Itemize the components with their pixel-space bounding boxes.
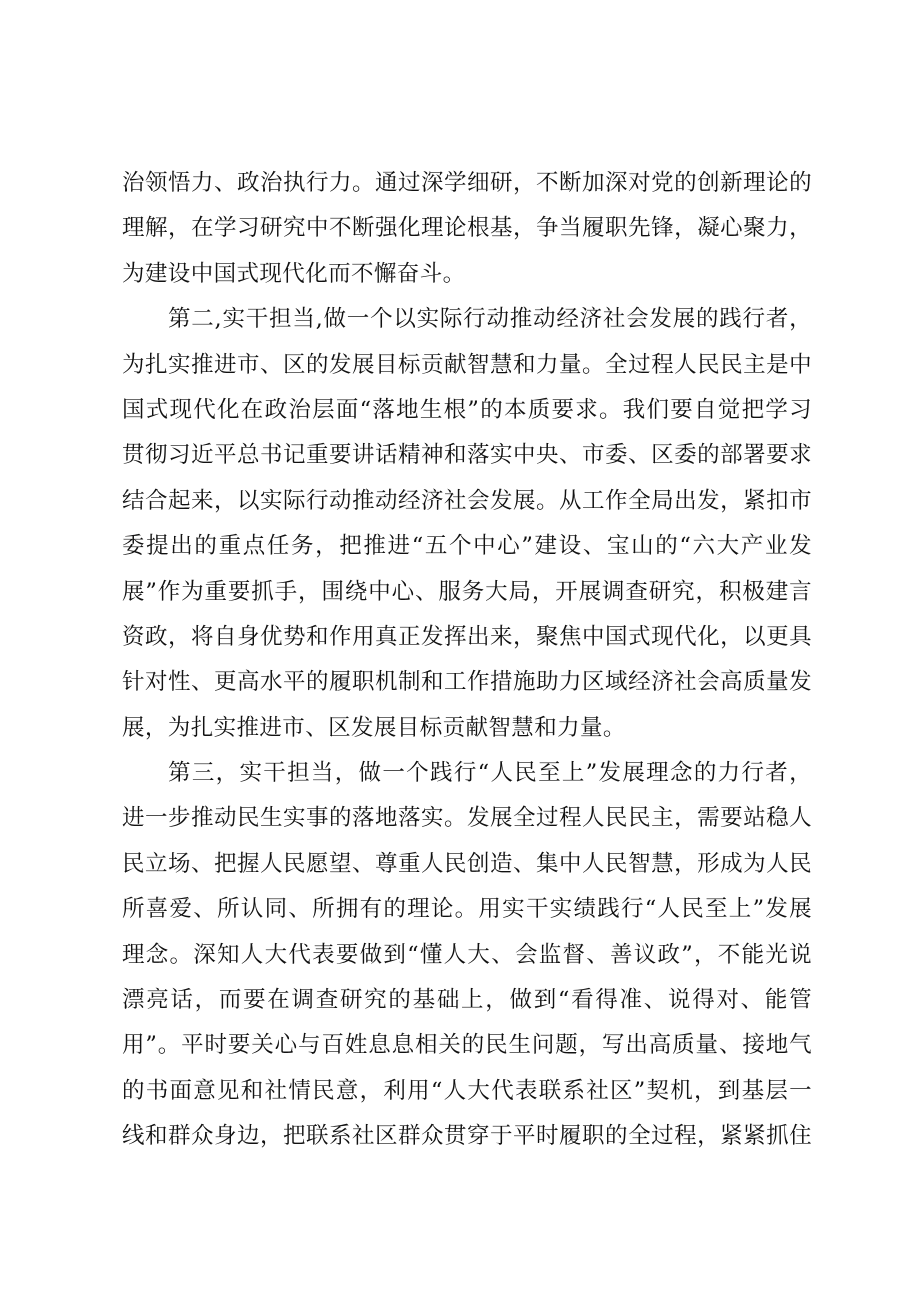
text-line: 第二,实干担当,做一个以实际行动推动经济社会发展的践行者， bbox=[168, 306, 812, 333]
text-line: 理念。深知人大代表要做到“懂人大、会监督、善议政”，不能光说 bbox=[122, 941, 812, 968]
text-line: 贯彻习近平总书记重要讲话精神和落实中央、市委、区委的部署要求 bbox=[122, 442, 812, 469]
text-line: 进一步推动民生实事的落地落实。发展全过程人民民主，需要站稳人 bbox=[122, 805, 812, 832]
text-line: 的书面意见和社情民意，利用“人大代表联系社区”契机，到基层一 bbox=[122, 1077, 812, 1104]
text-line: 第三，实干担当，做一个践行“人民至上”发展理念的力行者， bbox=[168, 760, 812, 787]
text-line: 民立场、把握人民愿望、尊重人民创造、集中人民智慧，形成为人民 bbox=[122, 850, 812, 877]
text-line: 展，为扎实推进市、区发展目标贡献智慧和力量。 bbox=[122, 714, 626, 741]
text-line: 线和群众身边，把联系社区群众贯穿于平时履职的全过程，紧紧抓住 bbox=[122, 1123, 812, 1150]
paragraph-2 bbox=[122, 297, 812, 751]
text-line: 理解，在学习研究中不断强化理论根基，争当履职先锋，凝心聚力， bbox=[122, 215, 812, 242]
text-line: 资政，将自身优势和作用真正发挥出来，聚焦中国式现代化，以更具 bbox=[122, 623, 812, 650]
document-body bbox=[122, 161, 812, 1160]
paragraph-3 bbox=[122, 751, 812, 1160]
text-line: 治领悟力、政治执行力。通过深学细研，不断加深对党的创新理论的 bbox=[122, 170, 812, 196]
text-line: 所喜爱、所认同、所拥有的理论。用实干实绩践行“人民至上”发展 bbox=[122, 896, 812, 923]
text-line: 为建设中国式现代化而不懈奋斗。 bbox=[122, 260, 466, 287]
text-line: 结合起来，以实际行动推动经济社会发展。从工作全局出发，紧扣市 bbox=[122, 487, 812, 514]
text-line: 为扎实推进市、区的发展目标贡献智慧和力量。全过程人民民主是中 bbox=[122, 351, 812, 378]
text-line: 用”。平时要关心与百姓息息相关的民生问题，写出高质量、接地气 bbox=[122, 1032, 812, 1059]
text-line: 漂亮话，而要在调查研究的基础上，做到“看得准、说得对、能管 bbox=[122, 987, 812, 1014]
text-line: 展”作为重要抓手，围绕中心、服务大局，开展调查研究，积极建言 bbox=[122, 578, 812, 605]
text-line: 委提出的重点任务，把推进“五个中心”建设、宝山的“六大产业发 bbox=[122, 533, 812, 560]
paragraph-1 bbox=[122, 161, 812, 297]
text-line: 针对性、更高水平的履职机制和工作措施助力区域经济社会高质量发 bbox=[122, 669, 812, 696]
text-line: 国式现代化在政治层面“落地生根”的本质要求。我们要自觉把学习 bbox=[122, 396, 812, 423]
